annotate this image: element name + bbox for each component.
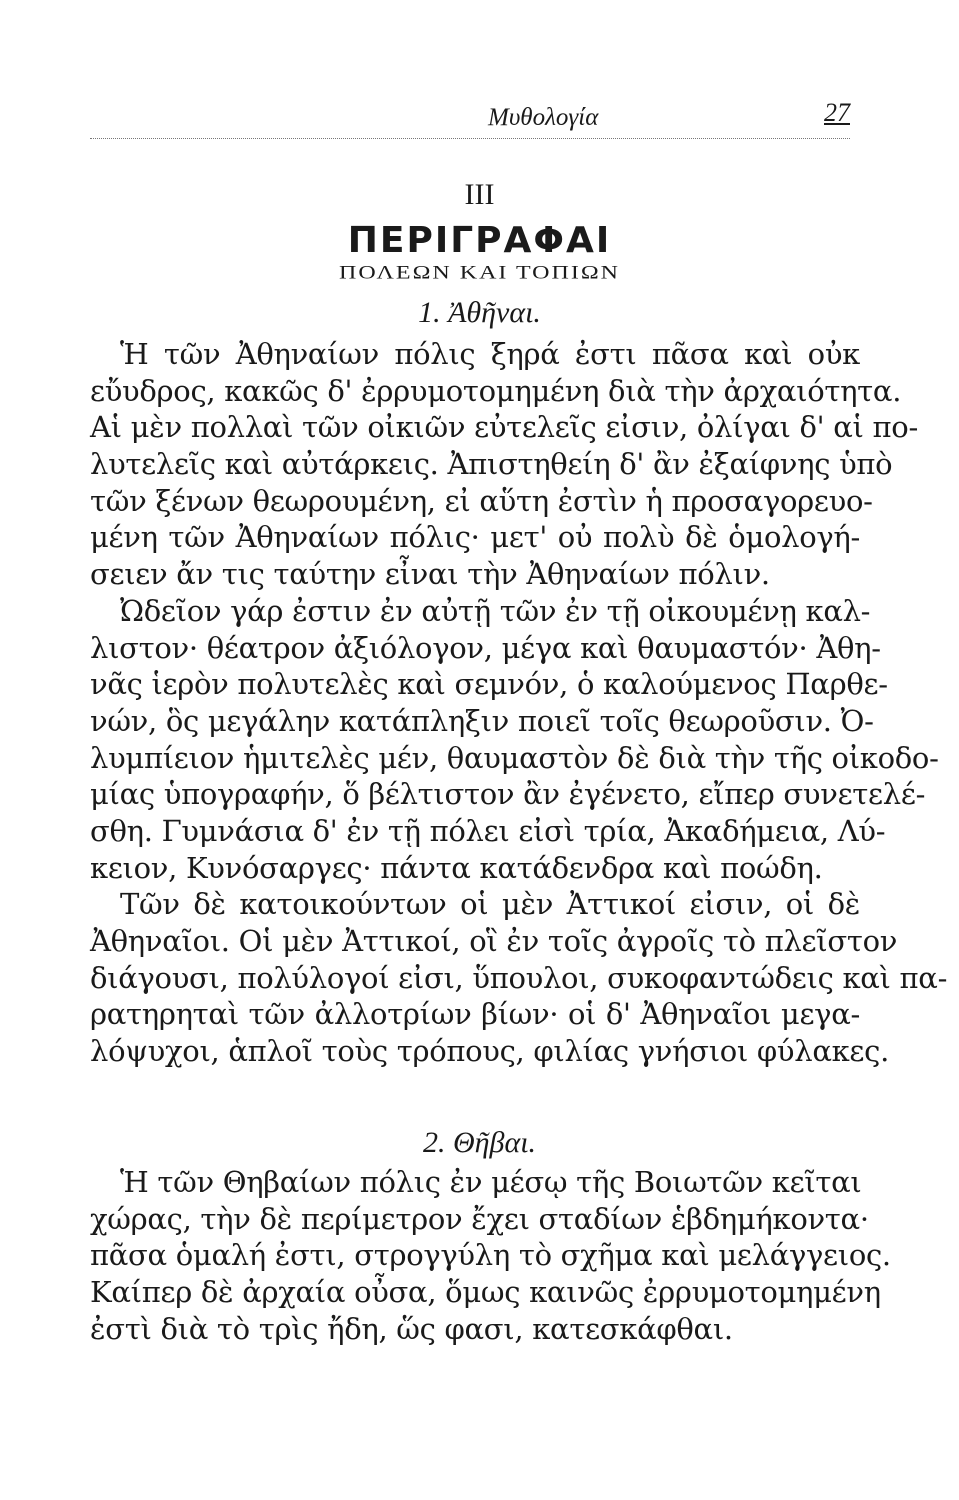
text-line: μίας ὑπογραφήν, ὅ βέλτιστον ἂν ἐγένετο, εἴπερ συνετελέ- <box>90 777 926 812</box>
text-line: σειεν ἄν τις ταύτην εἶναι τὴν Ἀθηναίων πόλιν. <box>90 557 770 592</box>
text-line: σθη. Γυμνάσια δ' ἐν τῇ πόλει εἰσὶ τρία, Ἀκαδήμεια, Λύ- <box>90 813 886 848</box>
text-line: λυμπίειον ἡμιτελὲς μέν, θαυμαστὸν δὲ διὰ τὴν τῆς οἰκοδο- <box>90 740 939 775</box>
text-line: λυτελεῖς καὶ αὐτάρκεις. Ἀπιστηθείη δ' ἂν ἐξαίφνης ὑπὸ <box>90 447 893 482</box>
text-line: ρατηρηταὶ τῶν ἀλλοτρίων βίων· οἱ δ' Ἀθηναῖοι μεγα- <box>90 997 860 1032</box>
page-header <box>90 98 850 139</box>
text-line: χώρας, τὴν δὲ περίμετρον ἔχει σταδίων ἑβδημήκοντα· <box>90 1201 869 1236</box>
text-line: Ὠδεῖον γάρ ἐστιν ἐν αὐτῇ τῶν ἐν τῇ οἰκουμένῃ καλ- <box>120 593 871 628</box>
text-line: Ἡ τῶν Ἀθηναίων πόλις ξηρά ἐστι πᾶσα καὶ οὐκ <box>120 337 860 371</box>
text-line: Ἡ τῶν Θηβαίων πόλις ἐν μέσῳ τῆς Βοιωτῶν κεῖται <box>120 1165 862 1199</box>
athens-text <box>90 336 948 1070</box>
section-title: ΠΕΡΙΓΡΑΦΑΙ <box>347 220 612 261</box>
subsection-heading-athens: 1. Ἀθῆναι. <box>418 296 541 329</box>
running-title: Μυθολογία <box>488 104 599 131</box>
text-line: Ἀθηναῖοι. Οἱ μὲν Ἀττικοί, οἳ ἐν τοῖς ἀγροῖς τὸ πλεῖστον <box>90 924 898 958</box>
text-line: διάγουσι, πολύλογοί εἰσι, ὕπουλοι, συκοφαντώδεις καὶ πα- <box>90 960 948 995</box>
text-line: Τῶν δὲ κατοικούντων οἱ μὲν Ἀττικοί εἰσιν, οἱ δὲ <box>120 887 860 922</box>
text-line: τῶν ξένων θεωρουμένη, εἰ αὕτη ἐστὶν ἡ προσαγορευο- <box>90 483 873 518</box>
text-line: ἐστὶ διὰ τὸ τρὶς ἤδη, ὥς φασι, κατεσκάφθαι. <box>90 1311 733 1346</box>
section-subtitle: ΠΟΛΕΩΝ ΚΑΙ ΤΟΠΙΩΝ <box>338 262 621 284</box>
thebes-text <box>90 1164 891 1347</box>
text-line: λόψυχοι, ἁπλοῖ τοὺς τρόπους, φιλίας γνήσιοι φύλακες. <box>90 1034 890 1069</box>
page-number: 27 <box>824 98 850 127</box>
text-line: νᾶς ἱερὸν πολυτελὲς καὶ σεμνόν, ὁ καλούμενος Παρθε- <box>90 667 888 702</box>
text-line: εὔυδρος, κακῶς δ' ἐρρυμοτομημένη διὰ τὴν ἀρχαιότητα. <box>90 373 902 408</box>
text-line: λιστον· θέατρον ἀξιόλογον, μέγα καὶ θαυμαστόν· Ἀθη- <box>90 630 881 665</box>
text-line: πᾶσα ὁμαλή ἐστι, στρογγύλη τὸ σχῆμα καὶ μελάγγειος. <box>90 1238 891 1273</box>
text-line: μένη τῶν Ἀθηναίων πόλις· μετ' οὐ πολὺ δὲ ὁμολογή- <box>90 520 860 555</box>
text-line: νών, ὃς μεγάλην κατάπληξιν ποιεῖ τοῖς θεωροῦσιν. Ὀ- <box>90 703 874 738</box>
section-number: III <box>464 178 495 211</box>
text-line: Αἱ μὲν πολλαὶ τῶν οἰκιῶν εὐτελεῖς εἰσιν, ὀλίγαι δ' αἱ πο- <box>90 410 918 445</box>
text-line: κειον, Κυνόσαργες· πάντα κατάδενδρα καὶ ποώδη. <box>90 850 823 885</box>
text-line: Καίπερ δὲ ἀρχαία οὖσα, ὅμως καινῶς ἐρρυμοτομημένη <box>90 1275 881 1310</box>
subsection-heading-thebes: 2. Θῆβαι. <box>422 1126 537 1159</box>
